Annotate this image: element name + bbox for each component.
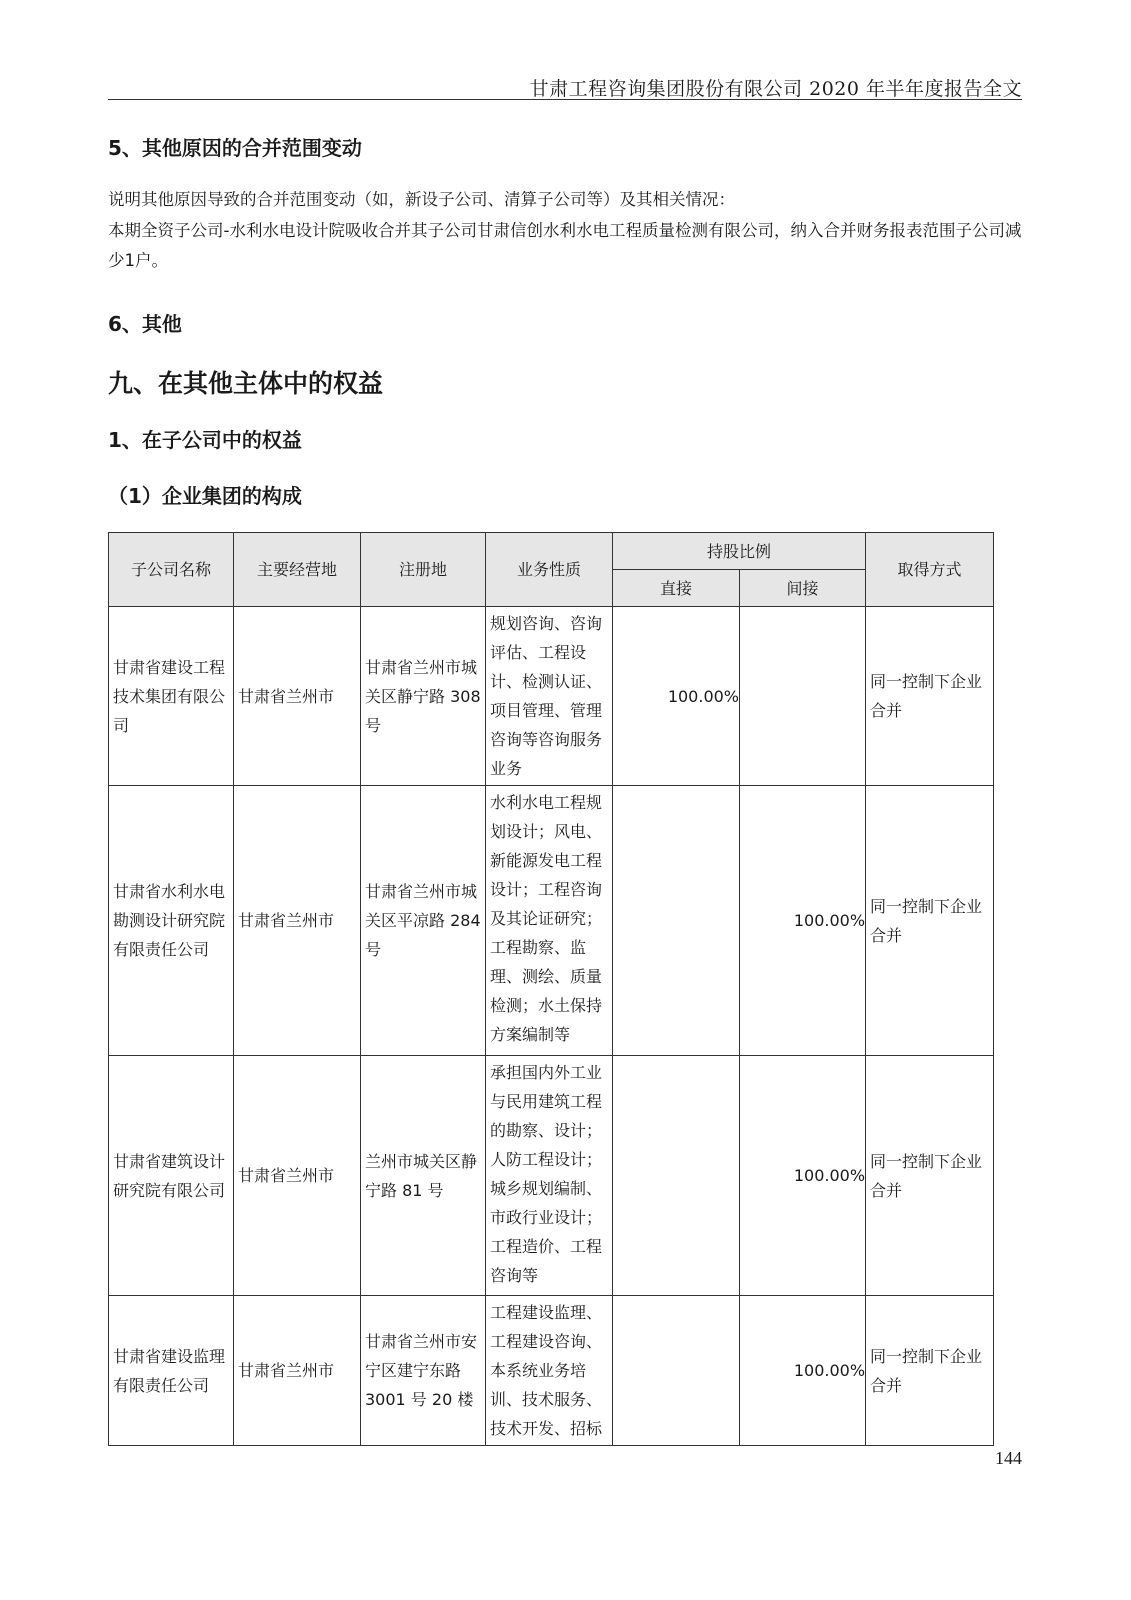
section-5-heading: 5、其他原因的合并范围变动: [108, 136, 362, 160]
cell-name: 甘肃省建设工程技术集团有限公司: [109, 607, 234, 786]
header-name: 子公司名称: [109, 533, 234, 607]
cell-direct: [613, 786, 740, 1056]
cell-indirect: [740, 607, 866, 786]
section-6-heading: 6、其他: [108, 312, 182, 336]
subsection-1-1-heading: （1）企业集团的构成: [108, 484, 302, 508]
cell-registered: 甘肃省兰州市安宁区建宁东路 3001 号 20 楼: [361, 1296, 486, 1446]
section-5-body: 本期全资子公司-水利水电设计院吸收合并其子公司甘肃信创水利水电工程质量检测有限公司，纳入合并财务报表范围子公司减少1户。: [108, 221, 1022, 270]
subsidiaries-table: [108, 532, 994, 1446]
cell-registered: 甘肃省兰州市城关区平凉路 284 号: [361, 786, 486, 1056]
cell-indirect: 100.00%: [740, 1056, 866, 1296]
cell-business: 工程建设监理、工程建设咨询、本系统业务培训、技术服务、技术开发、招标: [486, 1296, 613, 1446]
cell-registered: 甘肃省兰州市城关区静宁路 308 号: [361, 607, 486, 786]
page-number: 144: [995, 1448, 1022, 1468]
table-row: [109, 1296, 994, 1446]
cell-direct: [613, 1296, 740, 1446]
cell-indirect: 100.00%: [740, 786, 866, 1056]
cell-indirect: 100.00%: [740, 1296, 866, 1446]
header-indirect: 间接: [740, 570, 866, 607]
header-location: 主要经营地: [234, 533, 361, 607]
cell-direct: [613, 1056, 740, 1296]
table-row: [109, 607, 994, 786]
table-row: [109, 786, 994, 1056]
cell-business: 水利水电工程规划设计；风电、新能源发电工程设计；工程咨询及其论证研究；工程勘察、监理、测绘、质量检测；水土保持方案编制等: [486, 786, 613, 1056]
cell-name: 甘肃省建设监理有限责任公司: [109, 1296, 234, 1446]
header-share: 持股比例: [613, 533, 866, 570]
cell-location: 甘肃省兰州市: [234, 786, 361, 1056]
section-9-heading: 九、在其他主体中的权益: [108, 369, 384, 398]
cell-location: 甘肃省兰州市: [234, 1056, 361, 1296]
cell-method: 同一控制下企业合并: [866, 1296, 994, 1446]
cell-method: 同一控制下企业合并: [866, 1056, 994, 1296]
cell-business: 承担国内外工业与民用建筑工程的勘察、设计；人防工程设计；城乡规划编制、市政行业设计；工程造价、工程咨询等: [486, 1056, 613, 1296]
page-header: 甘肃工程咨询集团股份有限公司 2020 年半年度报告全文: [529, 78, 1022, 100]
cell-name: 甘肃省建筑设计研究院有限公司: [109, 1056, 234, 1296]
cell-method: 同一控制下企业合并: [866, 786, 994, 1056]
cell-method: 同一控制下企业合并: [866, 607, 994, 786]
cell-name: 甘肃省水利水电勘测设计研究院有限责任公司: [109, 786, 234, 1056]
header-business: 业务性质: [486, 533, 613, 607]
subsection-1-heading: 1、在子公司中的权益: [108, 428, 302, 452]
header-direct: 直接: [613, 570, 740, 607]
header-method: 取得方式: [866, 533, 994, 607]
header-divider: [108, 99, 1022, 100]
cell-business: 规划咨询、咨询评估、工程设计、检测认证、项目管理、管理咨询等咨询服务业务: [486, 607, 613, 786]
table-row: [109, 1056, 994, 1296]
cell-direct: 100.00%: [613, 607, 740, 786]
cell-location: 甘肃省兰州市: [234, 607, 361, 786]
cell-location: 甘肃省兰州市: [234, 1296, 361, 1446]
section-5-desc: 说明其他原因导致的合并范围变动（如，新设子公司、清算子公司等）及其相关情况：: [108, 190, 735, 209]
cell-registered: 兰州市城关区静宁路 81 号: [361, 1056, 486, 1296]
header-registered: 注册地: [361, 533, 486, 607]
